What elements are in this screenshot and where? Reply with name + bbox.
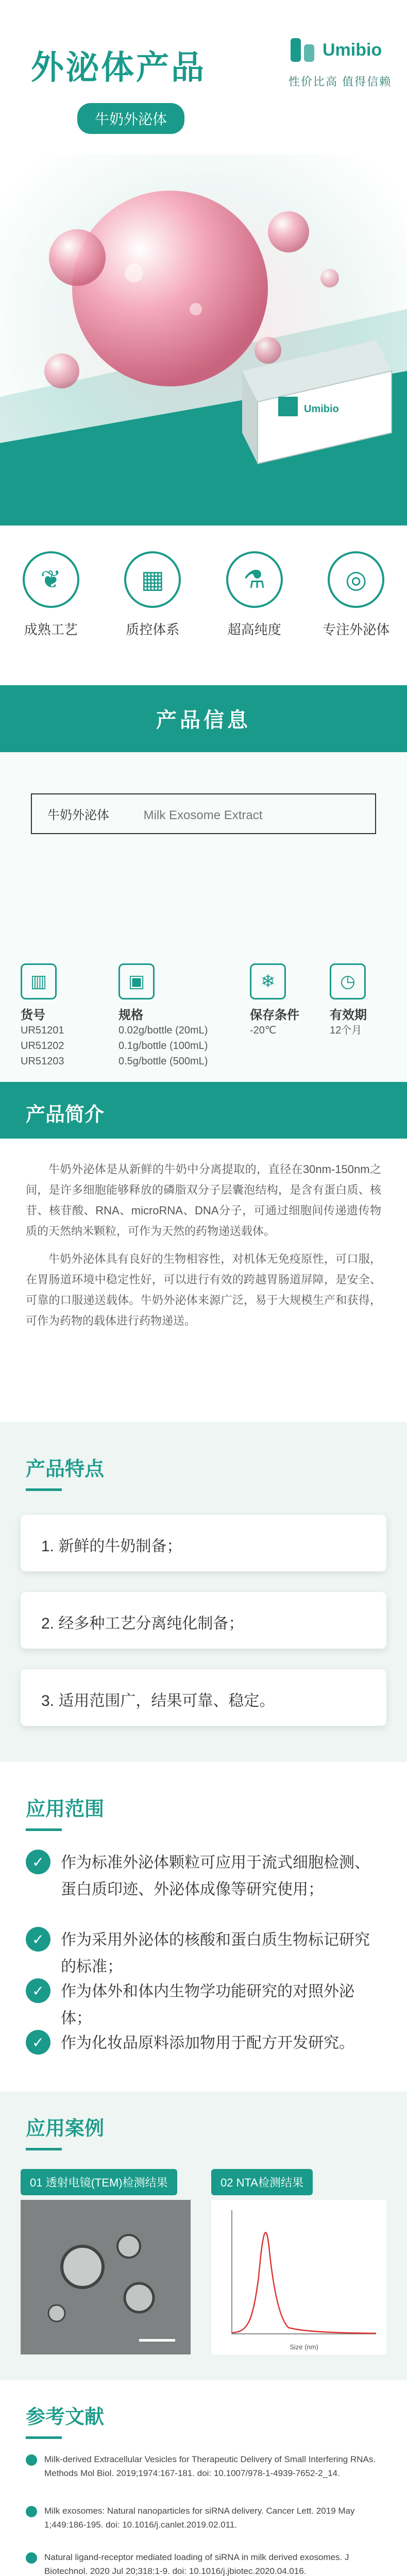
spec-value: -20℃	[250, 1025, 277, 1036]
check-icon: ✓	[26, 1850, 50, 1874]
section-title: 应用案例	[26, 2112, 104, 2150]
reference-item	[26, 2452, 381, 2480]
spec-value: 0.02g/bottle (20mL)	[118, 1025, 208, 1036]
cases-section	[0, 2092, 407, 2380]
application-text: 作为化妆品原料添加物用于配方开发研究。	[61, 2035, 354, 2052]
spec-value: UR51201	[21, 1025, 64, 1036]
leaf-icon: ❦	[23, 551, 79, 608]
spec-value: 12个月	[330, 1025, 362, 1036]
spec-row	[21, 963, 386, 1069]
application-item	[26, 2030, 381, 2057]
product-name-en: Milk Exosome Extract	[143, 808, 263, 822]
intro-paragraph: 牛奶外泌体是从新鲜的牛奶中分离提取的，直径在30nm-150nm之间，是许多细胞能够释放的磷脂双分子层囊泡结构，是含有蛋白质、核苷、核苷酸、RNA、microRNA、DNA分子，可通过细胞间传递遗传物质的天然纳米颗粒，可作为天然的药物递送载体。	[26, 1163, 381, 1238]
product-name-box	[31, 793, 376, 834]
references-section	[0, 2380, 407, 2576]
box-icon: ▣	[118, 963, 155, 999]
page-title: 外泌体产品	[31, 49, 206, 86]
reference-item	[26, 2550, 381, 2576]
intro-text	[26, 1159, 381, 1331]
snowflake-icon: ❄	[250, 963, 286, 999]
chart-icon: ▦	[124, 551, 181, 608]
reference-text: Milk exosomes: Natural nanoparticles for siRNA delivery. Cancer Lett. 2019 May 1;449:186-195. doi: 10.1016/j.canlet.2019.02.011.	[44, 2506, 355, 2530]
umibio-logo-icon	[289, 36, 316, 64]
section-title: 参考文献	[26, 2401, 104, 2439]
spec-head: 保存条件	[250, 1008, 299, 1022]
bullet-icon	[26, 2552, 37, 2564]
hero-section	[0, 0, 407, 685]
reference-text: Milk-derived Extracellular Vesicles for Therapeutic Delivery of Small Interfering RNAs. Methods Mol Biol. 2019;1974:167-181. doi: 10.1007/978-1-4939-7652-2_14.	[44, 2454, 376, 2478]
reference-text: Natural ligand-receptor mediated loading of siRNA in milk derived exosomes. J Biotechnol. 2020 Jul 20;318:1-9. doi: 10.1016/j.jbiotec.2020.04.016.	[44, 2552, 349, 2576]
check-icon: ✓	[26, 1927, 50, 1952]
tem-image	[21, 2200, 191, 2354]
nta-chart	[211, 2200, 386, 2354]
characteristic-text: 1. 新鲜的牛奶制备；	[41, 1538, 182, 1555]
feature-item	[12, 551, 90, 665]
spec-value: 0.1g/bottle (100mL)	[118, 1040, 208, 1052]
intro-section	[0, 1082, 407, 1422]
feature-item	[317, 551, 395, 665]
spec-item	[250, 963, 317, 1069]
application-text: 作为标准外泌体颗粒可应用于流式细胞检测、蛋白质印迹、外泌体成像等研究使用；	[61, 1854, 370, 1898]
application-section	[0, 1762, 407, 2092]
case-tag: 01 透射电镜(TEM)检测结果	[21, 2169, 177, 2195]
characteristic-card	[21, 1515, 386, 1571]
characteristic-text: 3. 适用范围广，结果可靠、稳定。	[41, 1692, 275, 1709]
application-item	[26, 1850, 381, 1903]
feature-label: 成熟工艺	[24, 622, 78, 637]
section-header	[0, 685, 407, 752]
clock-icon: ◷	[330, 963, 366, 999]
section-title: 产品特点	[26, 1453, 104, 1491]
bullet-icon	[26, 2454, 37, 2466]
case-tag: 02 NTA检测结果	[211, 2169, 313, 2195]
characteristic-text: 2. 经多种工艺分离纯化制备；	[41, 1615, 244, 1632]
feature-label: 专注外泌体	[323, 622, 390, 637]
brand-slogan: 性价比高 值得信赖	[289, 75, 392, 88]
application-text: 作为采用外泌体的核酸和蛋白质生物标记研究的标准；	[61, 1931, 370, 1975]
intro-header-bar	[0, 1082, 407, 1139]
features-row	[0, 551, 407, 665]
spec-value: 0.5g/bottle (500mL)	[118, 1056, 208, 1067]
feature-label: 质控体系	[126, 622, 180, 637]
box-label: Umibio	[304, 403, 339, 415]
feature-item	[114, 551, 191, 665]
feature-item	[216, 551, 293, 665]
barcode-icon: ▥	[21, 963, 57, 999]
section-title: 产品简介	[26, 1104, 105, 1126]
target-icon: ◎	[328, 551, 384, 608]
characteristic-card	[21, 1592, 386, 1649]
page-subtitle: 牛奶外泌体	[77, 103, 184, 134]
characteristics-section	[0, 1422, 407, 1762]
check-icon: ✓	[26, 2030, 50, 2055]
spec-value: UR51202	[21, 1040, 64, 1052]
spec-head: 货号	[21, 1008, 45, 1022]
application-text: 作为体外和体内生物学功能研究的对照外泌体；	[61, 1983, 354, 2027]
spec-item	[21, 963, 106, 1069]
check-icon: ✓	[26, 1978, 50, 2003]
brand-logo	[289, 36, 392, 64]
nta-xlabel: Size (nm)	[290, 2343, 318, 2351]
section-title: 应用范围	[26, 1793, 104, 1831]
characteristic-card	[21, 1669, 386, 1726]
spec-item	[330, 963, 386, 1069]
spec-value: UR51203	[21, 1056, 64, 1067]
spec-item	[118, 963, 237, 1069]
product-name-cn: 牛奶外泌体	[47, 808, 109, 822]
application-item	[26, 1927, 381, 1980]
spec-head: 规格	[118, 1008, 143, 1022]
product-name-frame	[31, 793, 376, 834]
reference-item	[26, 2504, 381, 2532]
application-item	[26, 1978, 381, 2032]
feature-label: 超高纯度	[227, 622, 281, 637]
intro-paragraph: 牛奶外泌体具有良好的生物相容性，对机体无免疫原性，可口服，在胃肠道环境中稳定性好，可以进行有效的跨越胃肠道屏障，是安全、可靠的口服递送载体。牛奶外泌体来源广泛，易于大规模生产和获得，可作为药物的载体进行药物递送。	[26, 1252, 381, 1327]
spec-head: 有效期	[330, 1008, 367, 1022]
brand	[289, 36, 392, 89]
section-title: 产品信息	[156, 709, 251, 732]
hero-illustration	[0, 155, 407, 526]
flask-icon: ⚗	[226, 551, 283, 608]
brand-name: Umibio	[323, 40, 382, 60]
bullet-icon	[26, 2506, 37, 2517]
